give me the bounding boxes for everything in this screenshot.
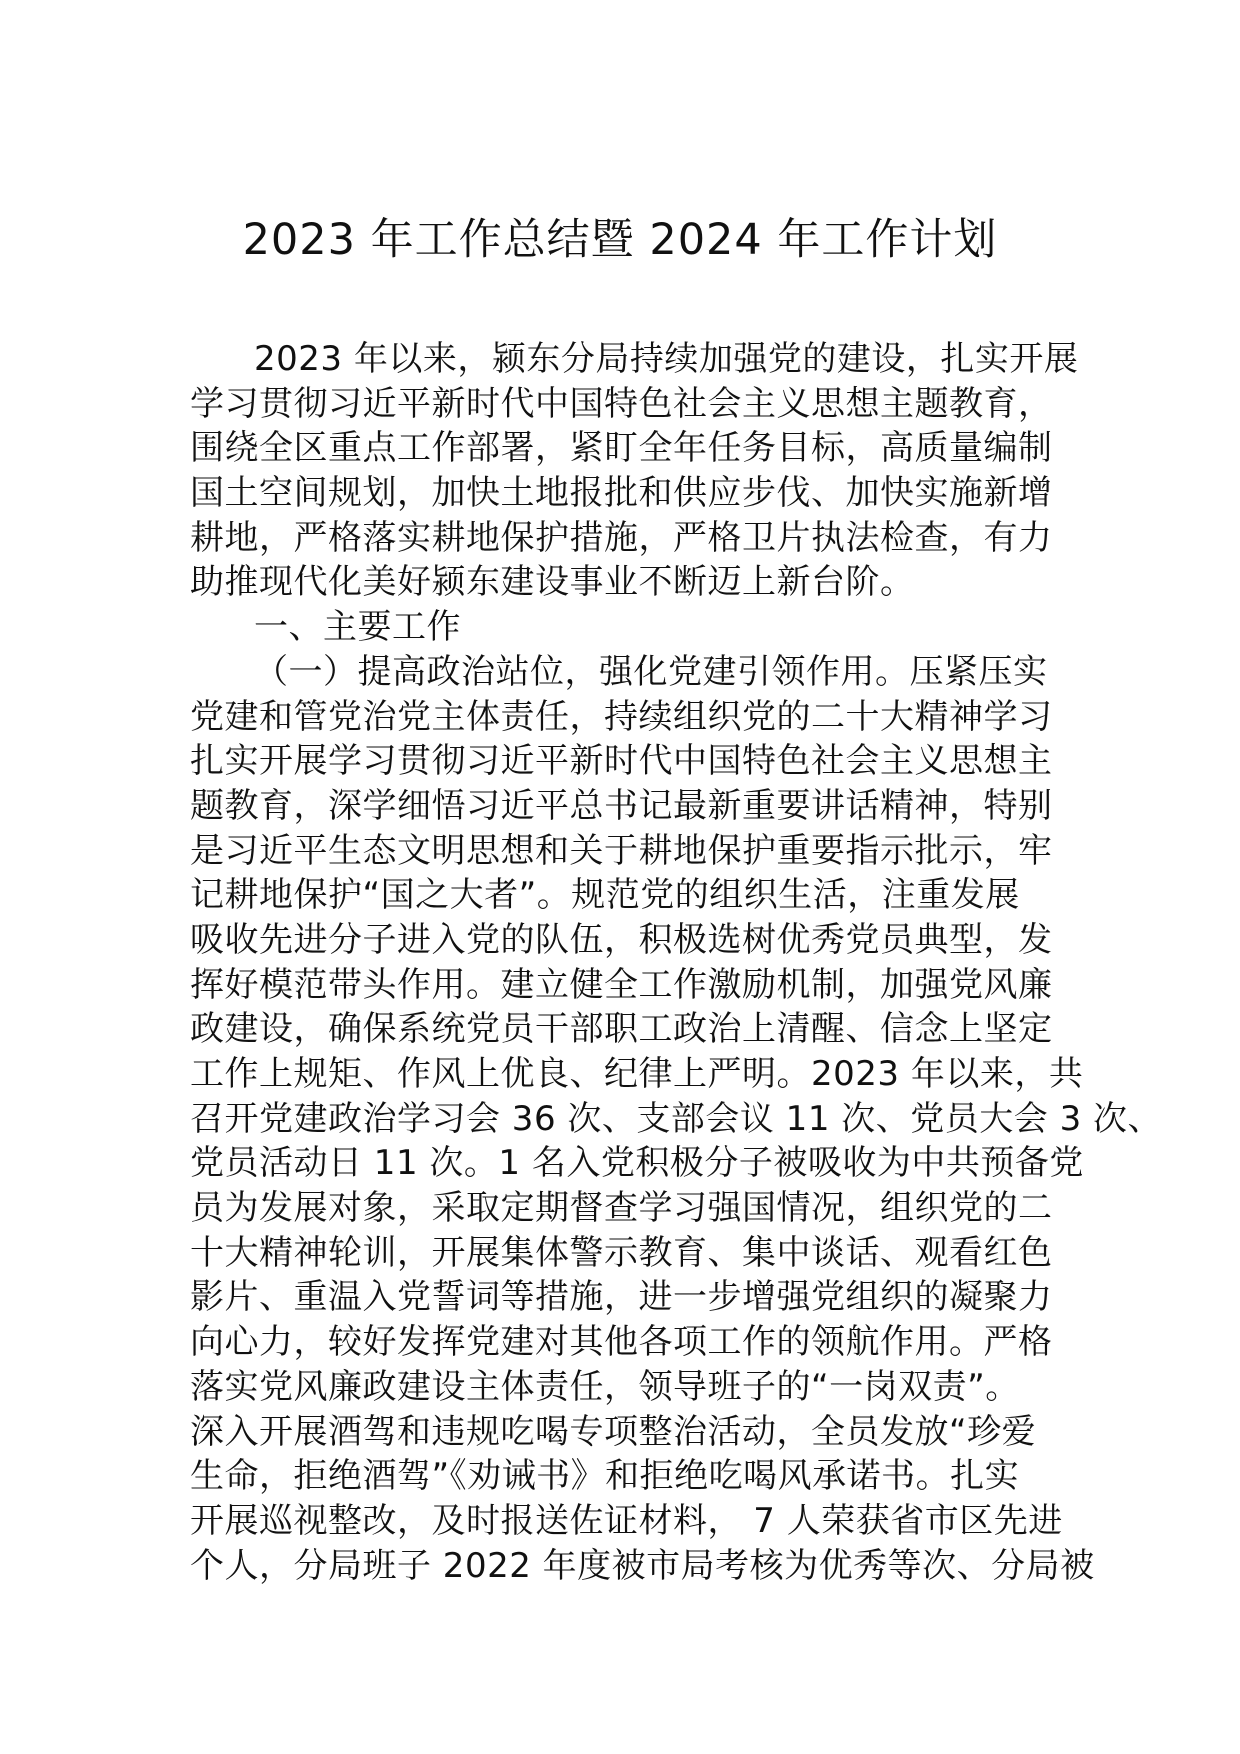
text-line: 向心力，较好发挥党建对其他各项工作的领航作用。严格 — [190, 1322, 1053, 1363]
text-line: 是习近平生态文明思想和关于耕地保护重要指示批示，牢 — [190, 830, 1053, 871]
text-line: 2023 年以来，颍东分局持续加强党的建设，扎实开展 — [254, 339, 1079, 379]
text-line: 政建设，确保系统党员干部职工政治上清醒、信念上坚定 — [190, 1009, 1053, 1050]
text-line: 扎实开展学习贯彻习近平新时代中国特色社会主义思想主 — [190, 741, 1053, 782]
text-line: 召开党建政治学习会 36 次、支部会议 11 次、党员大会 3 次、 — [190, 1098, 1163, 1139]
text-line: 个人，分局班子 2022 年度被市局考核为优秀等次、分局被 — [190, 1545, 1095, 1586]
text-line: （一）提高政治站位，强化党建引领作用。压紧压实 — [254, 651, 1048, 692]
text-line: 记耕地保护“国之大者”。规范党的组织生活，注重发展 — [190, 875, 1020, 916]
text-line: 落实党风廉政建设主体责任，领导班子的“一岗双责”。 — [190, 1366, 1020, 1407]
document-body — [190, 337, 1163, 1588]
text-line: 学习贯彻习近平新时代中国特色社会主义思想主题教育， — [190, 383, 1053, 424]
text-line: 围绕全区重点工作部署，紧盯全年任务目标，高质量编制 — [190, 428, 1053, 469]
text-line: 党建和管党治党主体责任，持续组织党的二十大精神学习 — [190, 696, 1053, 737]
text-line: 党员活动日 11 次。1 名入党积极分子被吸收为中共预备党 — [190, 1143, 1084, 1184]
text-line: 助推现代化美好颍东建设事业不断迈上新台阶。 — [190, 562, 915, 603]
text-line: 员为发展对象，采取定期督查学习强国情况，组织党的二 — [190, 1188, 1053, 1229]
text-line: 影片、重温入党誓词等措施，进一步增强党组织的凝聚力 — [190, 1277, 1053, 1318]
text-line: 开展巡视整改，及时报送佐证材料， 7 人荣获省市区先进 — [190, 1500, 1063, 1541]
text-line: 挥好模范带头作用。建立健全工作激励机制，加强党风廉 — [190, 964, 1053, 1005]
text-line: 一、主要工作 — [254, 607, 461, 648]
text-line: 耕地，严格落实耕地保护措施，严格卫片执法检查，有力 — [190, 517, 1053, 558]
text-line: 题教育，深学细悟习近平总书记最新重要讲话精神，特别 — [190, 785, 1053, 826]
text-line: 工作上规矩、作风上优良、纪律上严明。2023 年以来，共 — [190, 1054, 1084, 1094]
text-line: 深入开展酒驾和违规吃喝专项整治活动，全员发放“珍爱 — [190, 1411, 1037, 1452]
document-title: 2023 年工作总结暨 2024 年工作计划 — [242, 215, 998, 265]
text-line: 吸收先进分子进入党的队伍，积极选树优秀党员典型，发 — [190, 919, 1053, 960]
text-line: 生命，拒绝酒驾”《劝诫书》和拒绝吃喝风承诺书。扎实 — [190, 1456, 1020, 1497]
text-line: 十大精神轮训，开展集体警示教育、集中谈话、观看红色 — [190, 1232, 1053, 1273]
text-line: 国土空间规划，加快土地报批和供应步伐、加快实施新增 — [190, 473, 1053, 514]
